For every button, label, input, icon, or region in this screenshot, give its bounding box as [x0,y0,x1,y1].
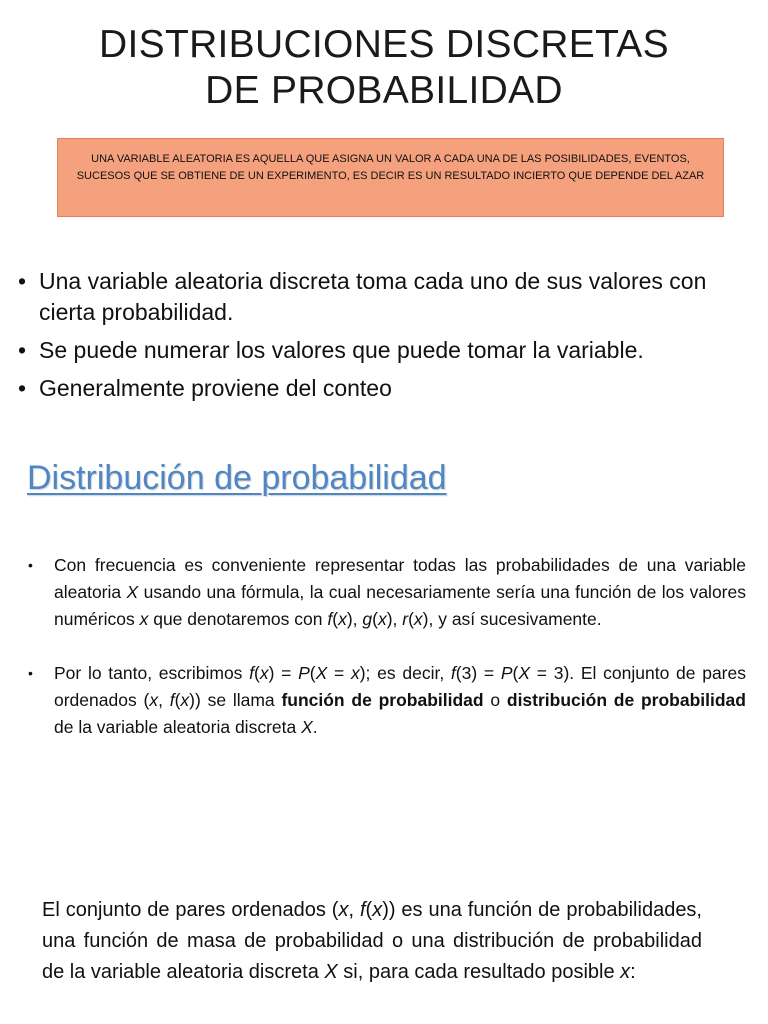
bullet-icon: • [18,375,27,401]
definition-text: UNA VARIABLE ALEATORIA ES AQUELLA QUE ASIGNA UN VALOR A CADA UNA DE LAS POSIBILIDADES, EVENTOS, SUCESOS QUE SE OBTIENE DE UN EXPERIMENTO, ES DECIR ES UN RESULTADO INCIERTO QUE DEPENDE DEL AZAR [76,153,705,182]
detail-bullet-text: Con frecuencia es conveniente representar todas las probabilidades de una variable aleatoria X usando una fórmula, la cual necesariamente sería una función de los valores numéricos x que denotaremos con f(x), g(x), r(x), y así sucesivamente. [54,555,746,629]
intro-bullet-list [18,266,758,411]
bullet-icon: • [18,337,27,363]
intro-bullet-item [18,373,758,404]
page-title-line-1: DISTRIBUCIONES DISCRETAS [99,23,669,66]
detail-bullet-list [28,552,746,741]
intro-bullet-text: Generalmente proviene del conteo [39,375,392,401]
bullet-icon: • [18,268,27,294]
bold-term: función de probabilidad [281,690,484,710]
bullet-icon: • [28,665,33,681]
detail-bullet-item [28,552,746,633]
intro-bullet-text: Se puede numerar los valores que puede tomar la variable. [39,337,644,363]
bold-term: distribución de probabilidad [506,690,746,710]
detail-bullet-text: Por lo tanto, escribimos f(x) = P(X = x); es decir, f(3) = P(X = 3). El conjunto de pares ordenados (x, f(x)) se llama función de probabilidad o distribución de probabilidad de la variable aleatoria discreta X. [54,663,746,737]
bullet-icon: • [28,557,33,573]
page-title [0,22,768,114]
intro-bullet-item [18,335,758,366]
definition-box [57,138,724,217]
intro-bullet-text: Una variable aleatoria discreta toma cada uno de sus valores con cierta probabilidad. [39,268,707,325]
section-heading: Distribución de probabilidad [27,459,447,497]
page-title-line-2: DE PROBABILIDAD [205,69,563,112]
closing-paragraph: El conjunto de pares ordenados (x, f(x)) es una función de probabilidades, una función de masa de probabilidad o una distribución de probabilidad de la variable aleatoria discreta X si, para cada resultado posible x: [42,899,702,983]
intro-bullet-item [18,266,758,328]
detail-bullet-item [28,660,746,741]
